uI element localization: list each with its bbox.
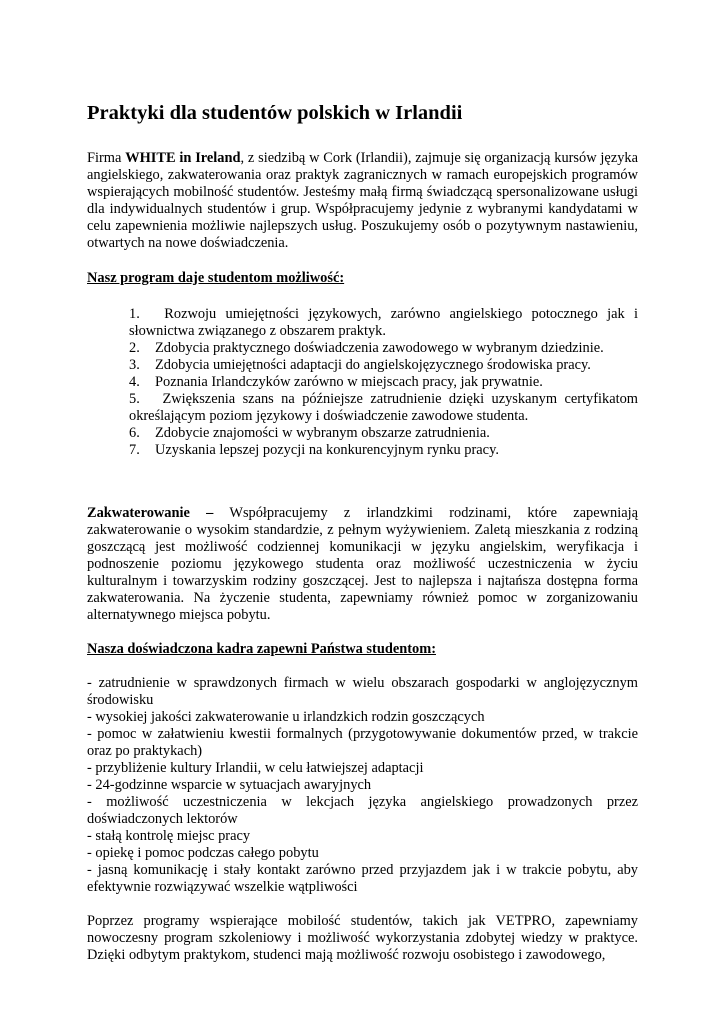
accommodation-label: Zakwaterowanie – [87, 505, 214, 521]
program-item [129, 425, 638, 442]
accommodation-paragraph [87, 505, 638, 624]
list-item: - przybliżenie kultury Irlandii, w celu łatwiejszej adaptacji [87, 760, 424, 776]
program-item [129, 442, 638, 459]
item-number: 4. [129, 374, 140, 390]
item-text: Zdobycia praktycznego doświadczenia zawodowego w wybranym dziedzinie. [155, 340, 604, 356]
item-text: Zdobycia umiejętności adaptacji do angielskojęzycznego środowiska pracy. [155, 357, 591, 373]
program-list [129, 306, 638, 459]
list-item: - wysokiej jakości zakwaterowanie u irlandzkich rodzin goszczących [87, 709, 485, 725]
closing-paragraph: Poprzez programy wspierające mobilość studentów, takich jak VETPRO, zapewniamy nowoczesny program szkoleniowy i możliwość wykorzystania zdobytej wiedzy w praktyce. Dzięki odbytym praktykom, studenci mają możliwość rozwoju osobistego i zawodowego, [87, 913, 638, 963]
list-item: - zatrudnienie w sprawdzonych firmach w wielu obszarach gospodarki w anglojęzycznym środowisku [87, 675, 638, 708]
document-content [87, 100, 638, 964]
program-item [129, 340, 638, 357]
program-item [129, 374, 638, 391]
list-item: - stałą kontrolę miejsc pracy [87, 828, 251, 844]
item-text: Zwiększenia szans na późniejsze zatrudnienie dzięki uzyskanym certyfikatom określającym poziom językowy i doświadczenie zawodowe studenta. [129, 391, 638, 424]
page-title: Praktyki dla studentów polskich w Irlandii [87, 102, 463, 124]
staff-heading: Nasza doświadczona kadra zapewni Państwa studentom: [87, 641, 436, 657]
item-number: 1. [129, 306, 140, 322]
item-number: 6. [129, 425, 140, 441]
list-item: - opiekę i pomoc podczas całego pobytu [87, 845, 319, 861]
list-item: - pomoc w załatwieniu kwestii formalnych (przygotowywanie dokumentów przed, w trakcie oraz po praktykach) [87, 726, 638, 759]
list-item: - możliwość uczestniczenia w lekcjach języka angielskiego prowadzonych przez doświadczonych lektorów [87, 794, 638, 827]
intro-paragraph [87, 150, 638, 252]
program-heading: Nasz program daje studentom możliwość: [87, 270, 345, 286]
intro-text-start: Firma [87, 150, 126, 166]
item-text: Uzyskania lepszej pozycji na konkurencyjnym rynku pracy. [155, 442, 499, 458]
item-number: 3. [129, 357, 140, 373]
item-text: Rozwoju umiejętności językowych, zarówno angielskiego potocznego jak i słownictwa związanego z obszarem praktyk. [129, 306, 638, 339]
item-number: 5. [129, 391, 140, 407]
item-text: Poznania Irlandczyków zarówno w miejscach pracy, jak prywatnie. [155, 374, 543, 390]
staff-bullet-list [87, 675, 638, 896]
item-text: Zdobycie znajomości w wybranym obszarze zatrudnienia. [155, 425, 490, 441]
item-number: 2. [129, 340, 140, 356]
program-item [129, 391, 638, 425]
program-item [129, 357, 638, 374]
accommodation-text: Współpracujemy z irlandzkimi rodzinami, które zapewniają zakwaterowanie o wysokim standardzie, z pełnym wyżywieniem. Zaletą mieszkania z rodziną goszczącą jest możliwość codziennej komunikacji w języku angielskim, weryfikacja i podnoszenie poziomu językowego studenta oraz możliwość uczestniczenia w życiu kulturalnym i towarzyskim rodziny goszczącej. Jest to najlepsza i najtańsza dostępna forma zakwaterowania. Na życzenie studenta, zapewniamy również pomoc w zorganizowaniu alternatywnego miejsca pobytu. [87, 505, 638, 623]
item-number: 7. [129, 442, 140, 458]
company-name: WHITE in Ireland [125, 150, 241, 166]
list-item: - 24-godzinne wsparcie w sytuacjach awaryjnych [87, 777, 372, 793]
intro-text-rest: , z siedzibą w Cork (Irlandii), zajmuje się organizacją kursów języka angielskiego, zakwaterowania oraz praktyk zagranicznych w ramach europejskich programów wspierających mobilność studentów. Jesteśmy małą firmą świadczącą spersonalizowane usługi dla indywidualnych studentów i grup. Współpracujemy jedynie z wybranymi kandydatami w celu zapewnienia możliwie najlepszych usług. Poszukujemy osób o pozytywnym nastawieniu, otwartych na nowe doświadczenia. [87, 150, 638, 251]
program-item [129, 306, 638, 340]
list-item: - jasną komunikację i stały kontakt zarówno przed przyjazdem jak i w trakcie pobytu, aby efektywnie rozwiązywać wszelkie wątpliwości [87, 862, 638, 895]
